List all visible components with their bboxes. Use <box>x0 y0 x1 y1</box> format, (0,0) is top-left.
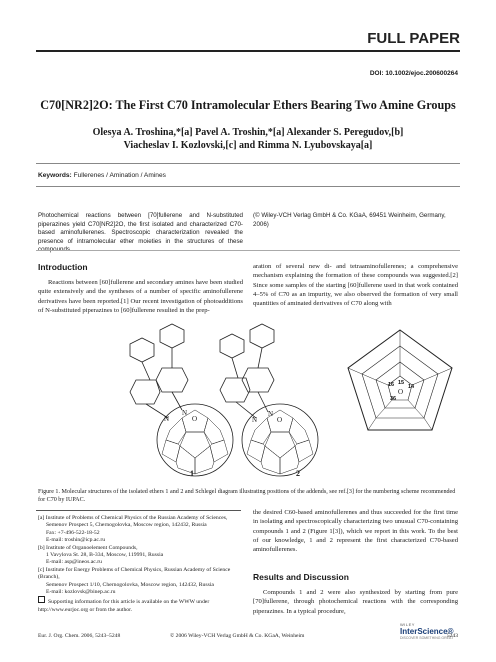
pyrimidine-ring-2b <box>220 334 244 358</box>
supporting-info-text: Supporting information for this article is available on the WWW under http://www.eurjoc.org or from the author. <box>38 599 210 613</box>
aff-line: [b] Institute of Organoelement Compounds, <box>38 544 138 551</box>
supporting-info-icon <box>38 596 45 603</box>
abstract-rule <box>36 250 460 251</box>
pyrimidine-ring-1a <box>160 324 184 348</box>
piperazine-ring-1a <box>156 368 188 392</box>
aff-line: [c] Institute for Energy Problems of Chemical Physics, Russian Academy of Science (Branch), <box>38 566 231 581</box>
keywords-top-rule <box>36 163 460 164</box>
supporting-info <box>38 596 243 614</box>
aff-line: Fax: +7-496-522-18-52 <box>46 529 100 536</box>
logo-tagline: DISCOVER SOMETHING GREAT <box>400 636 454 640</box>
figure-1 <box>100 318 460 478</box>
abstract-copyright: (© Wiley-VCH Verlag GmbH & Co. KGaA, 69451 Weinheim, Germany, 2006) <box>253 212 446 228</box>
atom-o-1: O <box>192 415 198 423</box>
footer-copyright: © 2006 Wiley-VCH Verlag GmbH & Co. KGaA, Weinheim <box>170 633 305 639</box>
aff-line: [a] Institute of Problems of Chemical Physics of the Russian Academy of Sciences, <box>38 515 228 521</box>
keywords <box>38 172 166 179</box>
schlegel-label-15: 15 <box>398 380 405 386</box>
results-body: Compounds 1 and 2 were also synthesized by starting from pure [70]fullerene, through photochemical reactions with the corresponding piperazines. In a typical procedure, <box>253 589 458 615</box>
compound-label-2: 2 <box>296 469 300 478</box>
aff-line: E-mail: asp@ineos.ac.ru <box>46 559 102 566</box>
keywords-text: Fullerenes / Amination / Amines <box>73 172 166 179</box>
footer-journal: Eur. J. Org. Chem. 2006, 5243–5248 <box>38 633 121 639</box>
figure-caption: Figure 1. Molecular structures of the isolated ethers 1 and 2 and Schlegel diagram illustrating positions of the addends, see ref.[3] for the numbering scheme recommended for C70 by IUPAC. <box>38 489 456 504</box>
piperazine-ring-2b <box>220 378 250 402</box>
pyrimidine-ring-2a <box>250 324 274 348</box>
aff-line: 1 Vavylova St. 28, B-334, Moscow, 119991, Russia <box>46 552 164 559</box>
col2-body: the desired C60-based aminofullerenes and thus succeeded for the first time in isolating and spectroscopically characterizing two unusual C70-containing compounds 1 and 2 (Figure 1[3]), which we report in this work. To the best of our knowledge, 1 and 2 represent the first characterized C70-based aminofullerenes. <box>253 509 458 554</box>
atom-n-1: N <box>182 409 188 417</box>
aff-line: E-mail: kozlovsk@binep.ac.ru <box>46 589 116 596</box>
interscience-logo <box>400 622 453 640</box>
schlegel-label-36: 36 <box>390 396 397 402</box>
abstract: Photochemical reactions between [70]fullerene and N-substituted piperazines yield C70[NR2]2O, the first isolated and characterized C70-based aminofullerenes. Spectroscopic characterization revealed the presence of intramolecular ether moieties in the structures of these <box>38 212 243 245</box>
page-number: 5243 <box>446 633 458 639</box>
intro-heading: Introduction <box>38 262 88 272</box>
pyrimidine-ring-1b <box>130 338 154 362</box>
results-heading: Results and Discussion <box>253 572 349 582</box>
aff-line: Semenov Prospect 1/10, Chernogolovka, Moscow region, 142432, Russia <box>46 581 214 588</box>
schlegel-label-16: 16 <box>388 382 395 388</box>
schlegel-label-14: 14 <box>408 384 415 390</box>
article-title: C70[NR2]2O: The First C70 Intramolecular Ethers Bearing Two Amine Groups <box>40 98 456 112</box>
intro-col1: Reactions between [60]fullerene and secondary amines have been studied quite extensively and the syntheses of a number of specific aminofullerene derivatives have been reported.[1] Our recent investigation of photoadditions of N-substituted piperazines to [60]fullerene resulted in the prep- <box>38 279 243 314</box>
keywords-label: Keywords: <box>38 172 72 179</box>
piperazine-ring-1b <box>130 380 160 404</box>
atom-n-3: N <box>268 410 274 418</box>
section-header: FULL PAPER <box>367 30 460 47</box>
logo-small-text: WILEY <box>400 622 415 627</box>
atom-o-2: O <box>277 416 283 424</box>
authors-line-1: Olesya A. Troshina,*[a] Pavel A. Troshin,*[a] Alexander S. Peregudov,[b] <box>92 127 404 138</box>
header-rule <box>36 50 460 52</box>
authors-line-2: Viacheslav I. Kozlovski,[c] and Rimma N. Lyubovskaya[a] <box>123 140 373 151</box>
affiliation-rule <box>36 510 241 511</box>
authors <box>20 126 476 152</box>
aff-line: Semenov Prospect 5, Chernogolovka, Moscow region, 142432, Russia <box>46 522 207 529</box>
aff-line: E-mail: troshin@icp.ac.ru <box>46 537 106 544</box>
compound-label-1: 1 <box>190 469 194 478</box>
affiliations <box>38 515 243 614</box>
atom-n-4: N <box>252 416 258 424</box>
logo-main-text: InterScience® <box>400 627 454 636</box>
doi: DOI: 10.1002/ejoc.200600264 <box>369 70 458 77</box>
schlegel-atom-o: O <box>398 388 404 396</box>
keywords-bottom-rule <box>36 186 460 187</box>
atom-n-2: N <box>164 415 170 423</box>
intro-col2: aration of several new di- and tetraaminofullerenes; a comprehensive mechanism explaining the formation of these compounds was suggested.[2] Since some samples of the starting [60]fullerene used in that work contained 4–5% of C70 as an impurity, we also observed the formation of very small quantities of aminated derivatives of C70 along with <box>253 263 458 308</box>
